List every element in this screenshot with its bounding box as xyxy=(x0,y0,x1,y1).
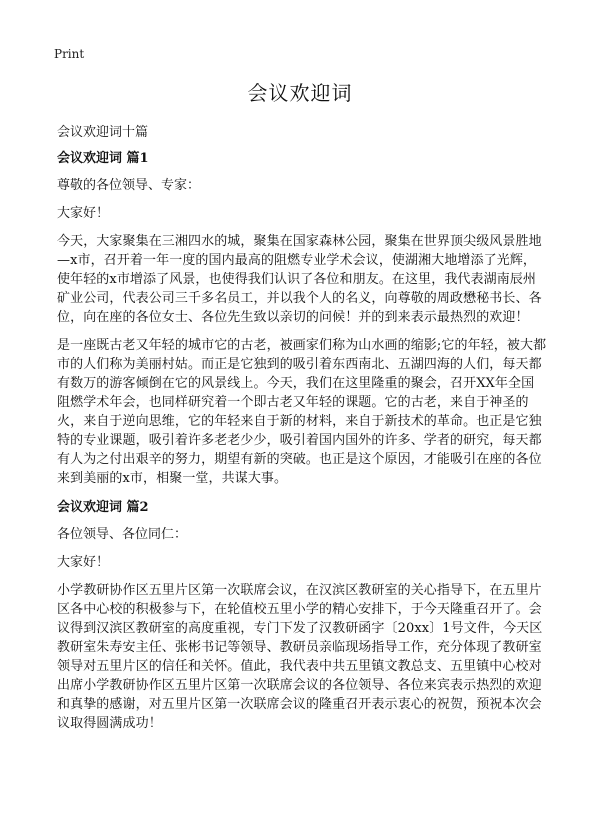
document-subtitle: 会议欢迎词十篇 xyxy=(57,125,149,140)
salutation: 各位领导、各位同仁： xyxy=(57,527,188,542)
section-1 xyxy=(57,149,547,488)
section-heading: 会议欢迎词 篇2 xyxy=(57,500,149,515)
body-paragraph: 是一座既古老又年轻的城市它的古老，被画家们称为山水画的缩影;它的年轻，被大都市的人们称为美丽村姑。而正是它独到的吸引着东西南北、五湖四海的人们，每天都有数万的游客倾倒在它的风景线上。今天，我们在这里隆重的聚会，召开XX年全国阻燃学术年会，也同样研究着一个即古老又年轻的课题。它的古老，来自于神圣的火，来自于逆向思维，它的年轻来自于新的材料，来自于新技术的革命。也正是它独特的专业课题，吸引着许多老老少少，吸引着国内国外的许多、学者的研究，每天都有人为之付出艰辛的努力，期望有新的突破。也正是这个原因，才能吸引在座的各位来到美丽的x市，相聚一堂，共谋大事。 xyxy=(57,338,547,486)
body-paragraph: 今天，大家聚集在三湘四水的城，聚集在国家森林公园，聚集在世界顶尖级风景胜地—x市，召开着一年一度的国内最高的阻燃专业学术会议，使湖湘大地增添了光辉，使年轻的x市增添了风景，也使得我们认识了各位和朋友。在这里，我代表湖南辰州矿业公司，代表公司三千多名员工，并以我个人的名义，向尊敬的周政懋秘书长、各位，向在座的各位女士、各位先生致以亲切的问候！并的到来表示最热烈的欢迎！ xyxy=(57,234,542,325)
page-title: 会议欢迎词 xyxy=(247,81,353,105)
section-2 xyxy=(57,498,547,733)
greeting: 大家好！ xyxy=(57,555,110,570)
body-paragraph: 小学教研协作区五里片区第一次联席会议，在汉滨区教研室的关心指导下，在五里片区各中心校的积极参与下，在轮值校五里小学的精心安排下，于今天隆重召开了。会议得到汉滨区教研室的高度重视，专门下发了汉教研函字〔20xx〕1号文件，今天区教研室朱寿安主任、张彬书记等领导、教研员亲临现场指导工作，充分体现了教研室领导对五里片区的信任和关怀。值此，我代表中共五里镇文教总支、五里镇中心校对出席小学教研协作区五里片区第一次联席会议的各位领导、各位来宾表示热烈的欢迎和真挚的感谢，对五里片区第一次联席会议的隆重召开表示衷心的祝贺，预祝本次会议取得圆满成功！ xyxy=(57,583,543,731)
greeting: 大家好！ xyxy=(57,206,110,221)
print-link[interactable]: Print xyxy=(54,47,85,61)
document-content xyxy=(57,123,547,742)
salutation: 尊敬的各位领导、专家： xyxy=(57,178,201,193)
section-heading: 会议欢迎词 篇1 xyxy=(57,151,149,166)
